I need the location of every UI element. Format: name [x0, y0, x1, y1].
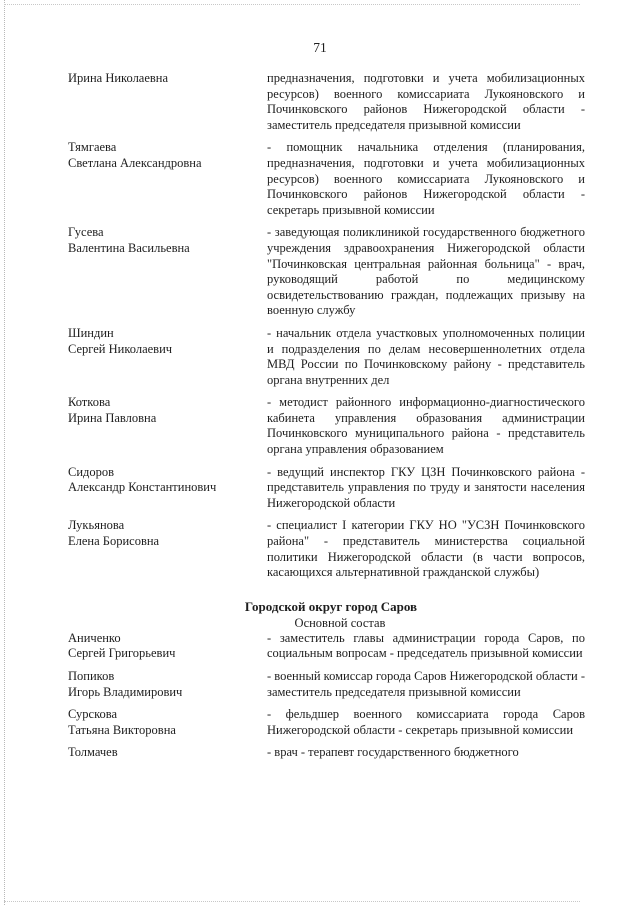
section-title: Городской округ город Саров — [244, 598, 418, 614]
member-name — [68, 518, 267, 580]
commission-member — [68, 395, 586, 457]
member-role: - специалист I категории ГКУ НО "УСЗН Починковского района" - представитель министерства социальной политики Нижегородской области (в части вопросов, касающихся альтернативной гражданской службы) — [267, 518, 585, 580]
member-name — [68, 745, 267, 761]
member-name-line: Попиков — [68, 669, 115, 683]
member-role: предназначения, подготовки и учета мобилизационных ресурсов) военного комиссариата Лукояновского и Починковского районов Нижегородской области - заместитель председателя призывной комиссии — [267, 71, 585, 132]
member-role: - ведущий инспектор ГКУ ЦЗН Починковского района - представитель управления по труду и занятости населения Нижегородской области — [267, 464, 585, 510]
commission-member — [68, 71, 586, 133]
commission-member — [68, 669, 586, 700]
member-role: - военный комиссар города Саров Нижегородской области - заместитель председателя призывной комиссии — [267, 669, 585, 699]
member-role: - фельдшер военного комиссариата города Саров Нижегородской области - секретарь призывной комиссии — [267, 707, 585, 737]
member-role: - помощник начальника отделения (планирования, предназначения, подготовки и учета мобилизационных ресурсов) военного комиссариата Лукояновского и Починковского районов Нижегородской области - секретарь призывной комиссии — [267, 140, 585, 217]
member-name-line: Лукьянова — [68, 518, 125, 533]
page-number: 71 — [313, 40, 327, 55]
member-role: - заведующая поликлиникой государственного бюджетного учреждения здравоохранения Нижегородской области "Починковская центральная районная больница" - врач, руководящий работой по медицинскому освидетельствованию граждан, подлежащих призыву на военную службу — [267, 225, 585, 318]
member-name — [68, 669, 267, 700]
member-name — [68, 395, 267, 457]
member-name-line: Елена Борисовна — [68, 534, 160, 549]
member-name-line: Тямгаева — [68, 140, 117, 155]
section-subtitle: Основной состав — [294, 615, 386, 630]
commission-member — [68, 518, 586, 580]
member-name-line: Игорь Владимирович — [68, 684, 183, 699]
commission-member — [68, 140, 586, 218]
commission-member — [68, 326, 586, 388]
member-name-line: Коткова — [68, 395, 111, 410]
commission-member — [68, 225, 586, 319]
member-role: - врач - терапевт государственного бюджетного — [267, 745, 519, 760]
member-name — [68, 225, 267, 319]
document-body — [68, 71, 586, 761]
member-name-line: Сурскова — [68, 707, 118, 722]
member-name — [68, 631, 267, 662]
commission-list-before — [68, 71, 586, 581]
commission-member — [68, 745, 586, 761]
member-name — [68, 707, 267, 738]
member-name-line: Сергей Григорьевич — [68, 646, 176, 661]
member-name-line: Валентина Васильевна — [68, 240, 190, 255]
member-name-line: Сидоров — [68, 464, 115, 479]
commission-member — [68, 631, 586, 662]
member-role: - методист районного информационно-диагностического кабинета управления образования администрации Починковского муниципального района - представитель органа управления образованием — [267, 395, 585, 457]
member-name-line: Гусева — [68, 225, 104, 240]
member-name-line: Ирина Николаевна — [68, 71, 169, 85]
scan-border-left — [4, 0, 5, 905]
commission-list-after — [68, 631, 586, 761]
member-name-line: Ирина Павловна — [68, 410, 157, 425]
scan-border-top — [4, 4, 580, 5]
member-name-line: Сергей Николаевич — [68, 341, 173, 356]
member-name — [68, 71, 267, 133]
scan-border-bottom — [4, 901, 580, 902]
member-name-line: Шиндин — [68, 325, 114, 340]
member-name — [68, 465, 267, 512]
member-name-line: Александр Константинович — [68, 480, 217, 495]
member-name-line: Татьяна Викторовна — [68, 722, 176, 737]
commission-member — [68, 707, 586, 738]
member-name-line: Светлана Александровна — [68, 155, 202, 170]
member-role: - начальник отдела участковых уполномоченных полиции и подразделения по делам несовершеннолетних отдела МВД России по Починковскому району - представитель органа внутренних дел — [267, 325, 585, 387]
commission-member — [68, 465, 586, 512]
member-name-line: Толмачев — [68, 745, 118, 760]
member-name — [68, 140, 267, 218]
member-name-line: Аниченко — [68, 630, 121, 645]
member-role: - заместитель главы администрации города Саров, по социальным вопросам - председатель призывной комиссии — [267, 630, 585, 661]
member-name — [68, 326, 267, 388]
